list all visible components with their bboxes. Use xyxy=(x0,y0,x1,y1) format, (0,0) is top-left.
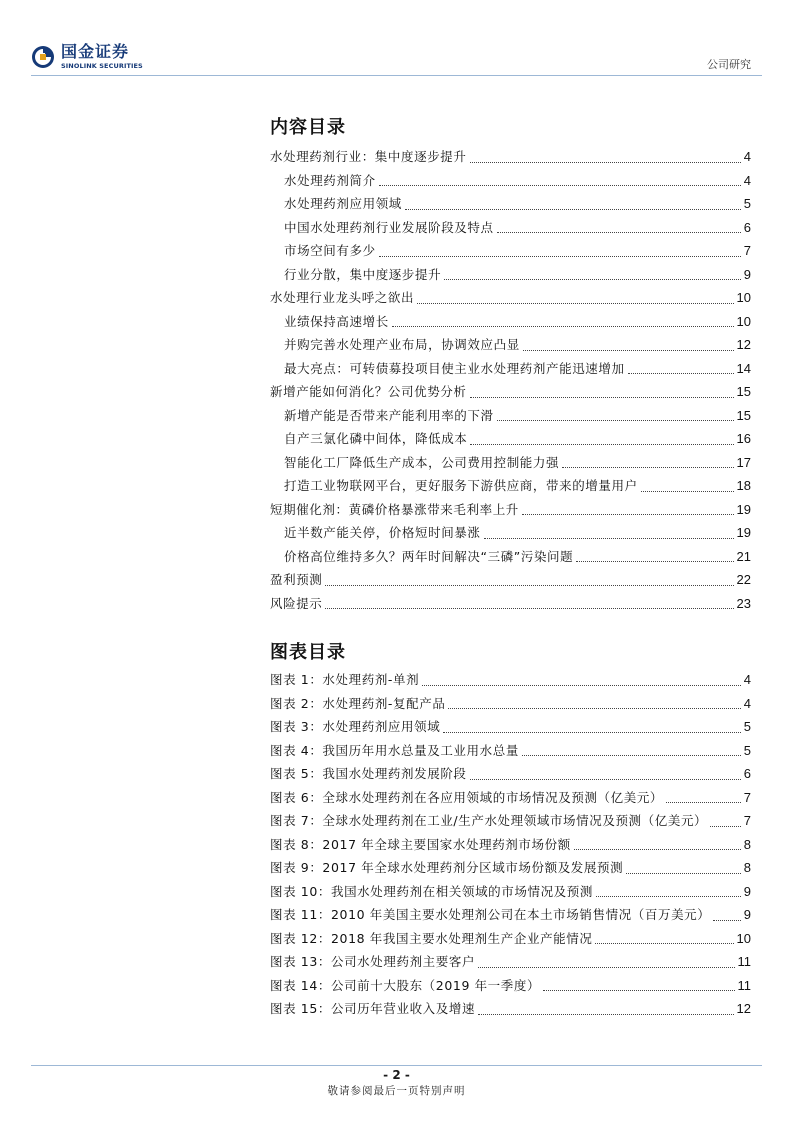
toc-entry[interactable] xyxy=(270,404,751,428)
toc-entry-title: 图表 9：2017 年全球水处理药剂分区域市场份额及发展预测 xyxy=(270,860,624,875)
toc-entry-page: 7 xyxy=(743,243,751,258)
toc-entry-page: 7 xyxy=(743,813,751,828)
toc-entry[interactable] xyxy=(270,145,751,169)
toc-entry-page: 7 xyxy=(743,789,751,805)
toc-leader-dots xyxy=(484,538,734,539)
toc-entry[interactable] xyxy=(270,474,751,498)
toc-leader-dots xyxy=(543,990,734,991)
toc-entry-page: 6 xyxy=(743,219,751,235)
toc-entry-title: 并购完善水处理产业布局，协调效应凸显 xyxy=(284,337,520,352)
toc-leader-dots xyxy=(596,896,741,897)
toc-entry[interactable] xyxy=(270,498,751,522)
toc-leader-dots xyxy=(522,755,741,756)
toc-entry[interactable] xyxy=(270,592,751,616)
toc-leader-dots xyxy=(641,491,734,492)
toc-entry-page: 10 xyxy=(736,930,751,946)
toc-entry-title: 智能化工厂降低生产成本，公司费用控制能力强 xyxy=(284,454,560,470)
toc-entry-page: 22 xyxy=(736,572,751,587)
toc-entry-title: 水处理药剂简介 xyxy=(284,172,376,188)
toc-entry-title: 风险提示 xyxy=(270,595,323,611)
toc-leader-dots xyxy=(595,943,733,944)
toc-entry[interactable] xyxy=(270,427,751,451)
toc-leader-dots xyxy=(628,373,734,374)
toc-entry[interactable] xyxy=(270,997,751,1021)
company-logo xyxy=(31,44,143,70)
toc-entry[interactable] xyxy=(270,263,751,287)
toc-entry-title: 行业分散，集中度逐步提升 xyxy=(284,266,442,282)
page-number: - 2 - xyxy=(383,1068,410,1082)
toc-entry[interactable] xyxy=(270,715,751,739)
toc-entry-page: 11 xyxy=(737,954,751,969)
toc-entry[interactable] xyxy=(270,216,751,240)
toc-entry-page: 5 xyxy=(743,742,751,758)
toc-entry[interactable] xyxy=(270,357,751,381)
toc-entry-page: 12 xyxy=(736,337,751,352)
logo-english-name: SINOLINK SECURITIES xyxy=(61,62,143,70)
toc-leader-dots xyxy=(574,849,741,850)
logo-emblem-icon xyxy=(31,45,55,69)
toc-entry-title: 市场空间有多少 xyxy=(284,243,376,258)
toc-entry-page: 17 xyxy=(736,454,751,470)
toc-entry-page: 21 xyxy=(736,548,751,564)
toc-entry[interactable] xyxy=(270,974,751,998)
toc-entry-page: 14 xyxy=(736,360,751,376)
contents-list xyxy=(270,145,751,615)
toc-entry-page: 8 xyxy=(743,860,751,875)
toc-leader-dots xyxy=(379,256,741,257)
toc-entry-page: 4 xyxy=(743,672,751,687)
figures-list xyxy=(270,668,751,1021)
toc-entry[interactable] xyxy=(270,880,751,904)
toc-leader-dots xyxy=(470,397,734,398)
toc-entry-title: 业绩保持高速增长 xyxy=(284,313,389,329)
toc-entry-title: 水处理药剂行业：集中度逐步提升 xyxy=(270,149,467,164)
toc-leader-dots xyxy=(626,873,741,874)
toc-leader-dots xyxy=(478,1014,733,1015)
toc-entry[interactable] xyxy=(270,950,751,974)
toc-entry-title: 打造工业物联网平台，更好服务下游供应商，带来的增量用户 xyxy=(284,478,638,493)
toc-entry-title: 图表 6：全球水处理药剂在各应用领域的市场情况及预测（亿美元） xyxy=(270,789,664,805)
toc-entry-page: 4 xyxy=(743,149,751,164)
toc-entry[interactable] xyxy=(270,903,751,927)
toc-entry[interactable] xyxy=(270,786,751,810)
toc-entry[interactable] xyxy=(270,762,751,786)
toc-leader-dots xyxy=(325,608,733,609)
toc-entry-page: 5 xyxy=(743,719,751,734)
toc-entry[interactable] xyxy=(270,169,751,193)
logo-chinese-name: 国金证券 xyxy=(61,42,130,61)
toc-entry-page: 8 xyxy=(743,836,751,852)
report-type-label: 公司研究 xyxy=(707,58,751,71)
toc-entry-title: 图表 14：公司前十大股东（2019 年一季度） xyxy=(270,977,541,993)
toc-entry-title: 短期催化剂：黄磷价格暴涨带来毛利率上升 xyxy=(270,501,519,517)
toc-leader-dots xyxy=(325,585,733,586)
toc-entry[interactable] xyxy=(270,380,751,404)
toc-entry[interactable] xyxy=(270,310,751,334)
toc-entry-title: 图表 2：水处理药剂-复配产品 xyxy=(270,695,446,711)
toc-entry-title: 水处理药剂应用领域 xyxy=(284,196,402,211)
toc-leader-dots xyxy=(443,732,740,733)
toc-entry-title: 图表 15：公司历年营业收入及增速 xyxy=(270,1001,476,1016)
header-divider xyxy=(31,75,762,76)
toc-entry[interactable] xyxy=(270,333,751,357)
toc-entry-title: 新增产能是否带来产能利用率的下滑 xyxy=(284,407,494,423)
toc-leader-dots xyxy=(470,444,733,445)
toc-leader-dots xyxy=(562,467,733,468)
figures-title: 图表目录 xyxy=(270,642,346,663)
toc-entry[interactable] xyxy=(270,521,751,545)
toc-leader-dots xyxy=(478,967,734,968)
toc-leader-dots xyxy=(713,920,740,921)
toc-entry[interactable] xyxy=(270,739,751,763)
toc-entry-page: 12 xyxy=(736,1001,751,1016)
toc-entry[interactable] xyxy=(270,451,751,475)
toc-entry-page: 15 xyxy=(736,407,751,423)
toc-entry-title: 图表 10：我国水处理药剂在相关领域的市场情况及预测 xyxy=(270,883,593,899)
toc-leader-dots xyxy=(470,779,741,780)
toc-entry-title: 近半数产能关停，价格短时间暴涨 xyxy=(284,525,481,540)
toc-entry[interactable] xyxy=(270,692,751,716)
toc-entry-title: 图表 5：我国水处理药剂发展阶段 xyxy=(270,766,467,781)
toc-entry-page: 9 xyxy=(743,907,751,922)
toc-entry-title: 中国水处理药剂行业发展阶段及特点 xyxy=(284,219,494,235)
toc-entry-title: 盈利预测 xyxy=(270,572,323,587)
toc-entry-title: 图表 1：水处理药剂-单剂 xyxy=(270,672,420,687)
toc-entry-page: 4 xyxy=(743,172,751,188)
toc-entry[interactable] xyxy=(270,927,751,951)
toc-entry-title: 图表 7：全球水处理药剂在工业/生产水处理领域市场情况及预测（亿美元） xyxy=(270,813,708,828)
toc-entry[interactable] xyxy=(270,239,751,263)
toc-entry-page: 19 xyxy=(736,525,751,540)
toc-entry-page: 15 xyxy=(736,384,751,399)
toc-entry-page: 10 xyxy=(736,290,751,305)
toc-entry-page: 11 xyxy=(737,977,751,993)
toc-entry-title: 价格高位维持多久？两年时间解决“三磷”污染问题 xyxy=(284,548,574,564)
toc-entry-title: 图表 11：2010 年美国主要水处理剂公司在本土市场销售情况（百万美元） xyxy=(270,907,711,922)
toc-leader-dots xyxy=(379,185,741,186)
toc-leader-dots xyxy=(522,514,734,515)
toc-leader-dots xyxy=(392,326,734,327)
toc-leader-dots xyxy=(405,209,741,210)
toc-entry-title: 图表 13：公司水处理药剂主要客户 xyxy=(270,954,476,969)
toc-entry[interactable] xyxy=(270,668,751,692)
toc-entry-title: 图表 3：水处理药剂应用领域 xyxy=(270,719,441,734)
toc-leader-dots xyxy=(470,162,741,163)
toc-leader-dots xyxy=(497,232,741,233)
toc-entry-title: 图表 12：2018 年我国主要水处理剂生产企业产能情况 xyxy=(270,930,593,946)
toc-leader-dots xyxy=(497,420,734,421)
toc-leader-dots xyxy=(666,802,741,803)
toc-entry[interactable] xyxy=(270,192,751,216)
toc-entry-title: 最大亮点：可转债募投项目使主业水处理药剂产能迅速增加 xyxy=(284,360,625,376)
toc-entry[interactable] xyxy=(270,856,751,880)
toc-leader-dots xyxy=(422,685,741,686)
footer-divider xyxy=(31,1065,762,1066)
toc-entry-title: 自产三氯化磷中间体，降低成本 xyxy=(284,431,468,446)
toc-entry-page: 18 xyxy=(736,478,751,493)
toc-entry[interactable] xyxy=(270,568,751,592)
toc-entry-page: 5 xyxy=(743,196,751,211)
toc-entry[interactable] xyxy=(270,809,751,833)
toc-leader-dots xyxy=(444,279,741,280)
toc-leader-dots xyxy=(448,708,740,709)
toc-entry-page: 10 xyxy=(736,313,751,329)
toc-entry-title: 图表 8：2017 年全球主要国家水处理药剂市场份额 xyxy=(270,836,571,852)
toc-entry-page: 9 xyxy=(743,266,751,282)
toc-entry-page: 19 xyxy=(736,501,751,517)
toc-leader-dots xyxy=(576,561,733,562)
toc-entry-title: 新增产能如何消化？公司优势分析 xyxy=(270,384,467,399)
toc-leader-dots xyxy=(417,303,733,304)
toc-entry-page: 6 xyxy=(743,766,751,781)
toc-entry-page: 16 xyxy=(736,431,751,446)
toc-entry-title: 图表 4：我国历年用水总量及工业用水总量 xyxy=(270,742,519,758)
toc-leader-dots xyxy=(710,826,741,827)
toc-entry[interactable] xyxy=(270,545,751,569)
toc-leader-dots xyxy=(523,350,734,351)
toc-entry-page: 9 xyxy=(743,883,751,899)
toc-entry[interactable] xyxy=(270,286,751,310)
disclaimer-note: 敬请参阅最后一页特别声明 xyxy=(327,1085,466,1097)
contents-title: 内容目录 xyxy=(270,117,346,138)
toc-entry-page: 23 xyxy=(736,595,751,611)
toc-entry-page: 4 xyxy=(743,695,751,711)
toc-entry[interactable] xyxy=(270,833,751,857)
toc-entry-title: 水处理行业龙头呼之欲出 xyxy=(270,290,415,305)
